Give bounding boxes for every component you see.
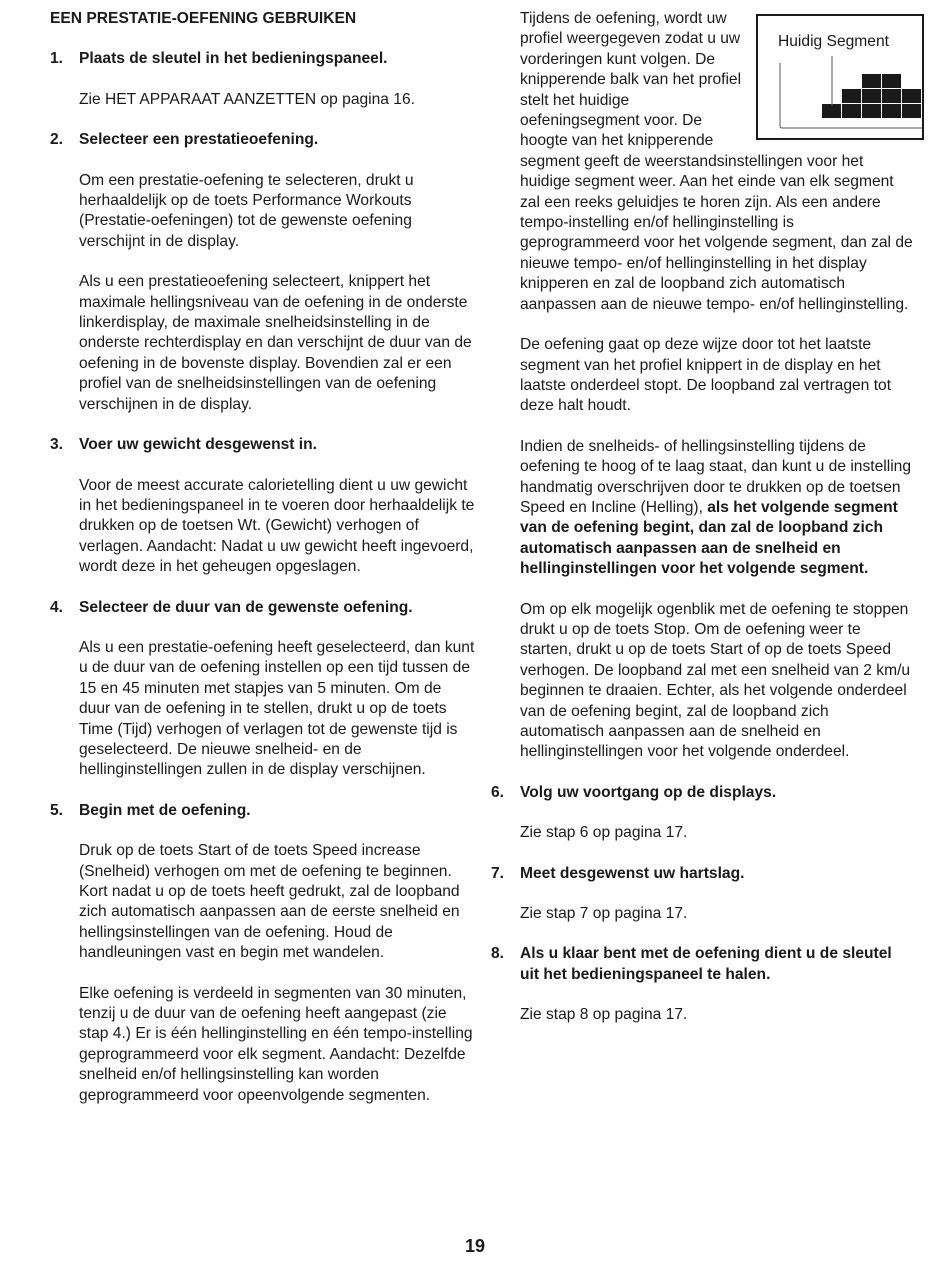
step-title [50,801,475,821]
step-number: 6. [491,783,505,801]
step-7 [491,864,915,925]
profile-figure [756,14,924,140]
step-number: 1. [50,50,64,68]
profile-segment-block [842,89,861,103]
profile-segment-block [882,74,901,88]
step-paragraph: Zie stap 6 op pagina 17. [520,824,688,842]
left-column [50,9,475,1126]
profile-segment-block [862,74,881,88]
profile-segment-block [882,89,901,103]
step-paragraph: Om een prestatie-oefening te selecteren, drukt u herhaaldelijk op de toets Performance Workouts (Prestatie-oefeningen) tot de gewenste oefening verschijnt in de display. [79,171,414,250]
paragraph-last-segment: De oefening gaat op deze wijze door tot het laatste segment van het profiel knippert in de display en het laatste onderdeel stopt. De loopband zal vertragen tot deze halt houdt. [520,336,892,415]
step-title [50,435,475,455]
profile-diagram [758,16,922,138]
step-number: 3. [50,436,64,454]
step-paragraph: Als u een prestatieoefening selecteert, knippert het maximale hellingsniveau van de oefening in de onderste linkerdisplay, de maximale snelheidsinstelling in de onderste rechterdisplay en dan verschijnt de duur van de oefening in de bovenste display. Bovendien zal er een profiel van de snelheidsinstellingen van de oefening verschijnen in de display. [79,273,472,413]
step-title-text: Voer uw gewicht desgewenst in. [79,436,317,454]
left-steps [50,49,475,1106]
profile-segment-block [902,104,921,118]
step-paragraph: Voor de meest accurate calorietelling dient u uw gewicht in het bedieningspaneel in te voeren door herhaaldelijk te drukken op de toetsen Wt. (Gewicht) verhogen of verlagen. Aandacht: Nadat u uw gewicht heeft ingevoerd, wordt deze in het geheugen opgeslagen. [79,476,475,576]
step-number: 2. [50,131,64,149]
profile-segment-block [862,89,881,103]
step-paragraph: Zie stap 8 op pagina 17. [520,1006,688,1024]
step-title-text: Selecteer een prestatieoefening. [79,131,319,149]
step-title [491,864,915,884]
profile-segment-block [842,104,861,118]
step-title-text: Als u klaar bent met de oefening dient u de sleutel uit het bedieningspaneel te halen. [520,945,892,983]
profile-segment-block [882,104,901,118]
step-8 [491,944,915,1025]
page-number: 19 [464,1236,486,1256]
paragraph-manual-override [520,437,915,580]
profile-segment-block [862,104,881,118]
step-paragraph: Als u een prestatie-oefening heeft geselecteerd, dan kunt u de duur van de oefening instellen op een tijd tussen de 15 en 45 minuten met stapjes van 5 minuten. Om de duur van de oefening in te stellen, drukt u op de toets Time (Tijd) verhogen of verlagen tot de gewenste tijd is geselecteerd. De nieuwe snelheid- en de hellinginstellingen zullen in de display verschijnen. [79,638,475,779]
step-paragraph: Zie HET APPARAAT AANZETTEN op pagina 16. [79,90,415,108]
step-title-text: Volg uw voortgang op de displays. [520,783,777,801]
figure-label: Huidig Segment [778,33,889,50]
paragraph-stop-restart: Om op elk mogelijk ogenblik met de oefening te stoppen drukt u op de toets Stop. Om de oefening weer te starten, drukt u op de toets Start of op de toets Speed verhogen. De loopband zal met een snelheid van 2 km/u beginnen te draaien. Echter, als het volgende onderdeel van de oefening begint, zal de loopband zich automatisch aanpassen aan de snelheid en hellinginstellingen voor het volgende onderdeel. [520,600,911,761]
step-paragraph: Zie stap 7 op pagina 17. [520,905,688,923]
step-title [50,130,475,150]
right-steps [491,783,915,1026]
step-2 [50,130,475,415]
step-title-text: Begin met de oefening. [79,801,251,819]
step-title [50,49,475,69]
step-paragraph: Druk op de toets Start of de toets Speed increase (Snelheid) verhogen om met de oefening te beginnen. Kort nadat u op de toets heeft gedrukt, zal de loopband zich automatisch aanpassen aan de eerste snelheid en hellingsinstellingen van de oefening. Houd de handleuningen vast en begin met wandelen. [79,842,460,962]
paragraph-profile-display: Tijdens de oefening, wordt uw profiel weergegeven zodat u uw vorderingen kunt volgen. De knipperende balk van het profiel stelt het huidige oefeningsegment voor. De hoogte van het knipperende segment geeft de weerstandsinstellingen voor het huidige segment weer. Aan het einde van elk segment zal een reeks geluidjes te horen zijn. Als een andere tempo-instelling en/of hellinginstelling is geprogrammeerd voor het volgende segment, dan zal de nieuwe tempo- en/of hellinginstelling in het display knipperen en zal de loopband zich automatisch aanpassen aan de nieuwe tempo- en/of hellinginstelling. [520,10,913,313]
step-5 [50,801,475,1106]
step-title [491,783,915,803]
step-number: 8. [491,945,505,963]
step-number: 4. [50,598,64,616]
step-6 [491,783,915,844]
profile-segment-block [822,104,841,118]
step-3 [50,435,475,577]
step-title-text: Selecteer de duur van de gewenste oefening. [79,598,413,616]
step-title [491,944,915,985]
override-emphasis: als het volgende segment van de oefening begint, dan zal de loopband zich automatisch aanpassen aan de snelheid en hellinginstellingen voor het volgende segment. [520,498,898,578]
step-title-text: Meet desgewenst uw hartslag. [520,864,745,882]
step-4 [50,598,475,781]
section-heading: EEN PRESTATIE-OEFENING GEBRUIKEN [50,10,357,27]
profile-segment-block [902,89,921,103]
step-number: 7. [491,864,505,882]
override-text: Indien de snelheids- of hellingsinstelling tijdens de oefening te hoog of te laag staat, dan kunt u de instelling handmatig overschrijven door te drukken op de toetsen Speed en Incline (Helling), [520,437,912,516]
step-number: 5. [50,801,64,819]
step-paragraph: Elke oefening is verdeeld in segmenten van 30 minuten, tenzij u de duur van de oefening heeft aangepast (zie stap 4.) Er is één hellinginstelling en één tempo-instelling geprogrammeerd voor elk segment. Aandacht: Dezelfde snelheid en/of hellingsinstelling kan worden geprogrammeerd voor opeenvolgende segmenten. [79,984,473,1104]
step-1 [50,49,475,110]
step-title [50,598,475,618]
step-title-text: Plaats de sleutel in het bedieningspaneel. [79,50,388,68]
right-column [491,9,915,1046]
